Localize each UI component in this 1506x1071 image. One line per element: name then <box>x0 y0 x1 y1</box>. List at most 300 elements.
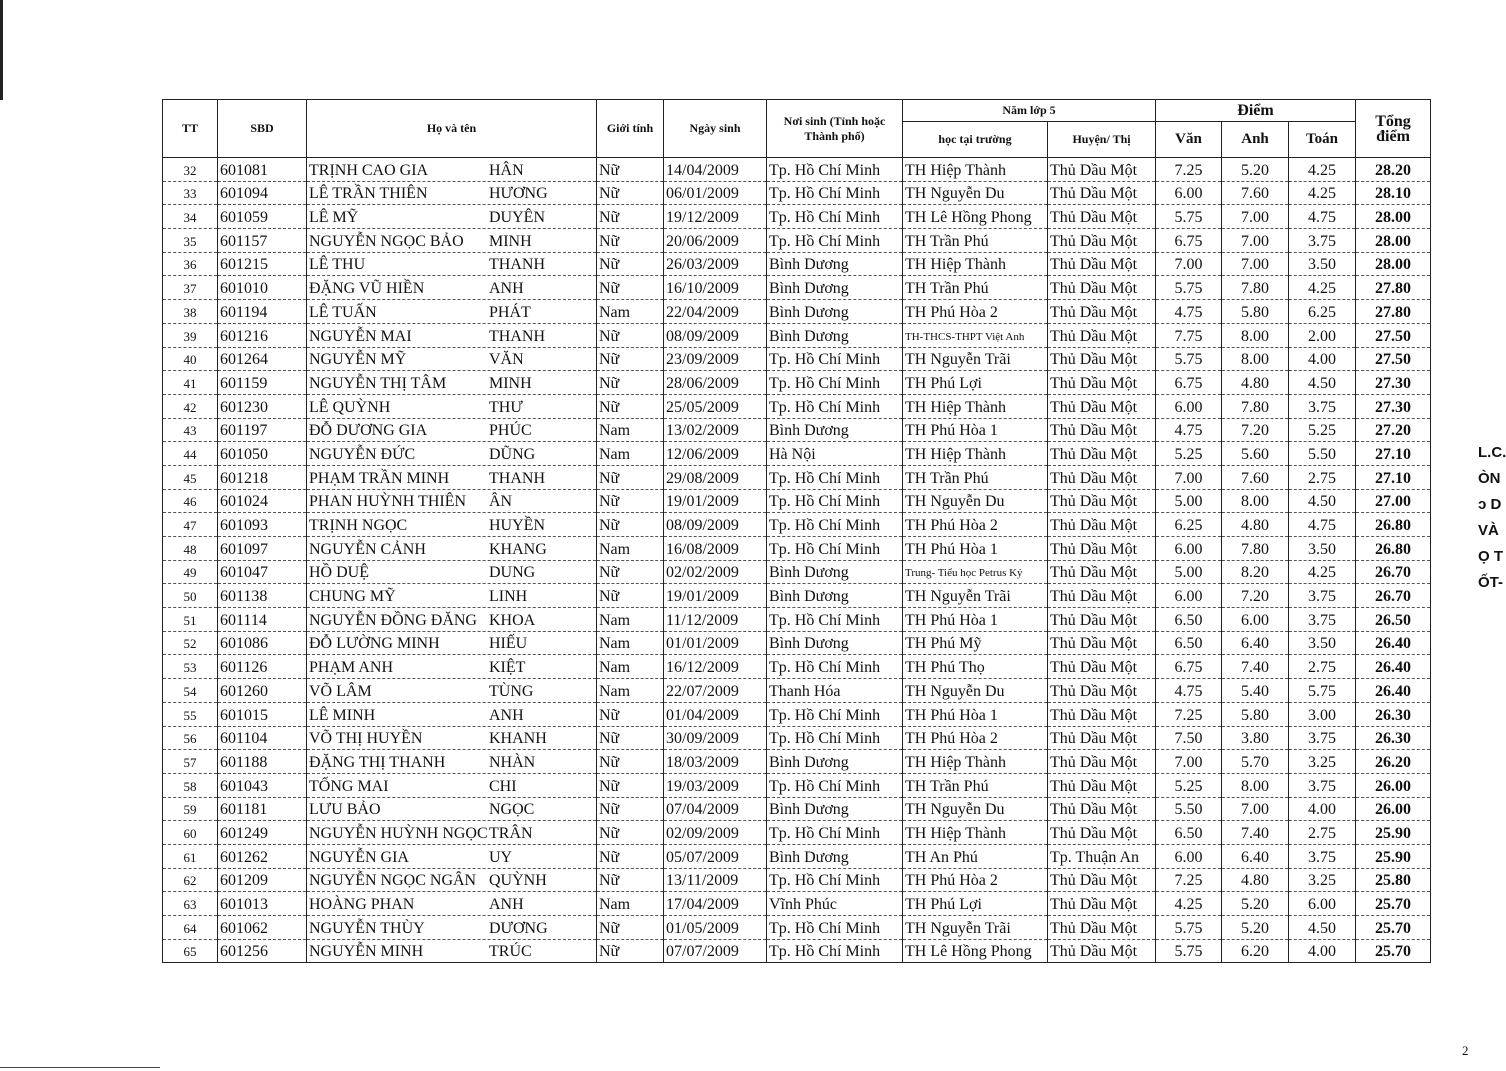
cell-dob: 29/08/2009 <box>664 465 767 489</box>
cell-name <box>307 939 597 963</box>
cell-van: 7.25 <box>1156 868 1222 892</box>
cell-total: 26.30 <box>1356 702 1431 726</box>
cell-name <box>307 655 597 679</box>
cell-sbd: 601062 <box>218 916 307 940</box>
cell-school: Trung- Tiểu học Petrus Ký <box>903 560 1048 584</box>
cell-birthplace: Tp. Hồ Chí Minh <box>767 868 903 892</box>
last-middle-name: TỐNG MAI <box>309 777 389 795</box>
cell-birthplace: Bình Dương <box>767 276 903 300</box>
cell-van: 6.00 <box>1156 537 1222 561</box>
margin-fragment: ÒN <box>1478 470 1501 487</box>
page-edge-mark <box>0 0 3 100</box>
cell-name <box>307 608 597 632</box>
margin-fragment: ɔ D <box>1478 496 1502 513</box>
cell-name <box>307 797 597 821</box>
cell-dob: 25/05/2009 <box>664 394 767 418</box>
given-name: THƯ <box>489 398 523 416</box>
cell-total: 27.10 <box>1356 442 1431 466</box>
cell-tt: 56 <box>163 726 218 750</box>
cell-van: 7.00 <box>1156 252 1222 276</box>
cell-school: TH Nguyễn Du <box>903 489 1048 513</box>
last-middle-name: CHUNG MỸ <box>309 588 396 606</box>
cell-district: Thủ Dầu Một <box>1048 465 1156 489</box>
cell-gender: Nữ <box>597 371 664 395</box>
cell-district: Thủ Dầu Một <box>1048 252 1156 276</box>
last-middle-name: HOÀNG PHAN <box>309 896 415 913</box>
cell-sbd: 601114 <box>218 608 307 632</box>
cell-total: 27.50 <box>1356 323 1431 347</box>
table-row <box>163 513 1431 537</box>
cell-district: Thủ Dầu Một <box>1048 300 1156 324</box>
given-name: LINH <box>489 588 528 606</box>
table-row <box>163 442 1431 466</box>
cell-district: Thủ Dầu Một <box>1048 347 1156 371</box>
cell-sbd: 601043 <box>218 773 307 797</box>
cell-birthplace: Tp. Hồ Chí Minh <box>767 229 903 253</box>
cell-district: Thủ Dầu Một <box>1048 276 1156 300</box>
given-name: NGỌC <box>489 801 535 819</box>
cell-toan: 4.25 <box>1289 276 1356 300</box>
given-name: CHI <box>489 777 517 795</box>
cell-school: TH Hiệp Thành <box>903 750 1048 774</box>
cell-van: 7.25 <box>1156 702 1222 726</box>
cell-van: 6.00 <box>1156 181 1222 205</box>
cell-school: TH Hiệp Thành <box>903 158 1048 182</box>
cell-total: 26.70 <box>1356 584 1431 608</box>
cell-school: TH Nguyễn Du <box>903 679 1048 703</box>
margin-fragment: Ọ T <box>1478 548 1503 565</box>
cell-school: TH Nguyễn Trãi <box>903 347 1048 371</box>
cell-dob: 14/04/2009 <box>664 158 767 182</box>
cell-van: 6.50 <box>1156 631 1222 655</box>
cell-name <box>307 394 597 418</box>
cell-name <box>307 252 597 276</box>
cell-tt: 44 <box>163 442 218 466</box>
table-row <box>163 750 1431 774</box>
cell-gender: Nam <box>597 892 664 916</box>
cell-dob: 08/09/2009 <box>664 513 767 537</box>
cell-toan: 3.50 <box>1289 631 1356 655</box>
cell-dob: 16/10/2009 <box>664 276 767 300</box>
last-middle-name: ĐẶNG VŨ HIỀN <box>309 280 425 298</box>
cell-district: Thủ Dầu Một <box>1048 158 1156 182</box>
given-name: TÙNG <box>489 682 534 700</box>
cell-birthplace: Tp. Hồ Chí Minh <box>767 465 903 489</box>
cell-toan: 5.25 <box>1289 418 1356 442</box>
cell-anh: 7.00 <box>1222 205 1289 229</box>
cell-toan: 4.25 <box>1289 560 1356 584</box>
cell-total: 25.70 <box>1356 916 1431 940</box>
cell-gender: Nữ <box>597 773 664 797</box>
cell-tt: 53 <box>163 655 218 679</box>
given-name: DUNG <box>489 564 536 582</box>
cell-gender: Nữ <box>597 276 664 300</box>
cell-toan: 2.00 <box>1289 323 1356 347</box>
cell-birthplace: Vĩnh Phúc <box>767 892 903 916</box>
right-margin-fragments <box>1478 440 1506 596</box>
cell-toan: 4.75 <box>1289 513 1356 537</box>
cell-total: 27.10 <box>1356 465 1431 489</box>
last-middle-name: VÕ THỊ HUYỀN <box>309 730 423 748</box>
given-name: TRÚC <box>489 943 532 961</box>
cell-sbd: 601104 <box>218 726 307 750</box>
table-row <box>163 608 1431 632</box>
table-row <box>163 773 1431 797</box>
cell-sbd: 601215 <box>218 252 307 276</box>
cell-gender: Nam <box>597 679 664 703</box>
table-row <box>163 537 1431 561</box>
cell-birthplace: Tp. Hồ Chí Minh <box>767 158 903 182</box>
cell-school: TH Lê Hồng Phong <box>903 939 1048 963</box>
cell-total: 25.90 <box>1356 821 1431 845</box>
header-school: học tại trường <box>903 122 1048 158</box>
cell-name <box>307 584 597 608</box>
cell-birthplace: Tp. Hồ Chí Minh <box>767 371 903 395</box>
table-row <box>163 394 1431 418</box>
cell-total: 26.40 <box>1356 679 1431 703</box>
cell-tt: 54 <box>163 679 218 703</box>
last-middle-name: ĐỖ LƯỜNG MINH <box>309 635 440 653</box>
cell-gender: Nữ <box>597 750 664 774</box>
cell-dob: 07/07/2009 <box>664 939 767 963</box>
cell-toan: 3.50 <box>1289 252 1356 276</box>
cell-name <box>307 537 597 561</box>
cell-name <box>307 513 597 537</box>
given-name: MINH <box>489 374 532 392</box>
cell-birthplace: Tp. Hồ Chí Minh <box>767 347 903 371</box>
bottom-rule <box>0 1067 160 1068</box>
cell-anh: 4.80 <box>1222 868 1289 892</box>
table-row <box>163 205 1431 229</box>
cell-school: TH Hiệp Thành <box>903 442 1048 466</box>
last-middle-name: ĐỖ DƯƠNG GIA <box>309 422 428 440</box>
cell-school: TH Phú Thọ <box>903 655 1048 679</box>
cell-van: 7.25 <box>1156 158 1222 182</box>
cell-birthplace: Tp. Hồ Chí Minh <box>767 726 903 750</box>
cell-school: TH Hiệp Thành <box>903 252 1048 276</box>
cell-van: 4.75 <box>1156 418 1222 442</box>
cell-school: TH Phú Lợi <box>903 371 1048 395</box>
cell-birthplace: Bình Dương <box>767 560 903 584</box>
cell-tt: 40 <box>163 347 218 371</box>
cell-anh: 6.40 <box>1222 844 1289 868</box>
table-row <box>163 892 1431 916</box>
cell-toan: 4.25 <box>1289 158 1356 182</box>
cell-van: 7.75 <box>1156 323 1222 347</box>
cell-district: Thủ Dầu Một <box>1048 323 1156 347</box>
last-middle-name: NGUYỄN THỊ TÂM <box>309 374 447 392</box>
cell-dob: 19/01/2009 <box>664 489 767 513</box>
table-row <box>163 181 1431 205</box>
cell-tt: 39 <box>163 323 218 347</box>
last-middle-name: TRỊNH CAO GIA <box>309 161 429 179</box>
cell-total: 25.70 <box>1356 939 1431 963</box>
cell-van: 5.25 <box>1156 773 1222 797</box>
cell-toan: 4.00 <box>1289 939 1356 963</box>
cell-van: 5.00 <box>1156 560 1222 584</box>
cell-dob: 11/12/2009 <box>664 608 767 632</box>
cell-dob: 19/03/2009 <box>664 773 767 797</box>
cell-gender: Nữ <box>597 394 664 418</box>
cell-birthplace: Bình Dương <box>767 797 903 821</box>
given-name: ANH <box>489 896 524 913</box>
given-name: DŨNG <box>489 445 536 463</box>
cell-tt: 62 <box>163 868 218 892</box>
table-row <box>163 323 1431 347</box>
table-row <box>163 229 1431 253</box>
cell-district: Thủ Dầu Một <box>1048 631 1156 655</box>
cell-total: 26.00 <box>1356 773 1431 797</box>
cell-sbd: 601094 <box>218 181 307 205</box>
last-middle-name: NGUYỄN MỸ <box>309 351 407 369</box>
given-name: MINH <box>489 232 532 250</box>
cell-tt: 49 <box>163 560 218 584</box>
cell-dob: 01/04/2009 <box>664 702 767 726</box>
cell-district: Thủ Dầu Một <box>1048 868 1156 892</box>
cell-van: 7.00 <box>1156 465 1222 489</box>
given-name: HÂN <box>489 161 524 179</box>
cell-gender: Nữ <box>597 702 664 726</box>
cell-name <box>307 892 597 916</box>
cell-birthplace: Tp. Hồ Chí Minh <box>767 773 903 797</box>
cell-name <box>307 489 597 513</box>
cell-gender: Nữ <box>597 916 664 940</box>
cell-sbd: 601047 <box>218 560 307 584</box>
cell-dob: 13/02/2009 <box>664 418 767 442</box>
cell-dob: 23/09/2009 <box>664 347 767 371</box>
cell-anh: 7.60 <box>1222 181 1289 205</box>
cell-birthplace: Tp. Hồ Chí Minh <box>767 702 903 726</box>
cell-name <box>307 868 597 892</box>
last-middle-name: NGUYỄN MAI <box>309 327 412 345</box>
cell-tt: 33 <box>163 181 218 205</box>
margin-fragment: L.C. <box>1478 444 1506 461</box>
cell-gender: Nữ <box>597 821 664 845</box>
cell-sbd: 601264 <box>218 347 307 371</box>
cell-total: 26.30 <box>1356 726 1431 750</box>
cell-gender: Nữ <box>597 323 664 347</box>
cell-sbd: 601050 <box>218 442 307 466</box>
cell-total: 28.00 <box>1356 252 1431 276</box>
last-middle-name: LÊ TRẦN THIÊN <box>309 185 428 203</box>
table-row <box>163 916 1431 940</box>
table-row <box>163 347 1431 371</box>
cell-gender: Nữ <box>597 229 664 253</box>
cell-district: Thủ Dầu Một <box>1048 679 1156 703</box>
cell-sbd: 601126 <box>218 655 307 679</box>
cell-school: TH Trần Phú <box>903 276 1048 300</box>
given-name: HIẾU <box>489 635 528 653</box>
cell-gender: Nam <box>597 418 664 442</box>
cell-birthplace: Tp. Hồ Chí Minh <box>767 655 903 679</box>
cell-toan: 4.50 <box>1289 489 1356 513</box>
cell-total: 27.30 <box>1356 371 1431 395</box>
last-middle-name: LÊ MINH <box>309 706 376 724</box>
cell-dob: 12/06/2009 <box>664 442 767 466</box>
table-row <box>163 939 1431 963</box>
cell-birthplace: Bình Dương <box>767 750 903 774</box>
cell-tt: 58 <box>163 773 218 797</box>
cell-van: 6.75 <box>1156 371 1222 395</box>
cell-total: 28.00 <box>1356 205 1431 229</box>
cell-van: 5.75 <box>1156 347 1222 371</box>
cell-anh: 8.00 <box>1222 773 1289 797</box>
cell-anh: 7.60 <box>1222 465 1289 489</box>
last-middle-name: NGUYỄN HUỲNH NGỌC <box>309 824 488 842</box>
cell-sbd: 601194 <box>218 300 307 324</box>
cell-dob: 18/03/2009 <box>664 750 767 774</box>
header-dob: Ngày sinh <box>664 100 767 158</box>
cell-sbd: 601097 <box>218 537 307 561</box>
cell-van: 5.75 <box>1156 205 1222 229</box>
cell-van: 4.75 <box>1156 679 1222 703</box>
cell-tt: 65 <box>163 939 218 963</box>
last-middle-name: PHẠM TRẦN MINH <box>309 469 450 487</box>
given-name: PHÚC <box>489 422 532 440</box>
cell-district: Thủ Dầu Một <box>1048 750 1156 774</box>
cell-van: 5.75 <box>1156 276 1222 300</box>
last-middle-name: NGUYỄN THÙY <box>309 919 425 937</box>
cell-van: 5.00 <box>1156 489 1222 513</box>
table-row <box>163 252 1431 276</box>
cell-anh: 5.70 <box>1222 750 1289 774</box>
cell-gender: Nữ <box>597 347 664 371</box>
cell-name <box>307 205 597 229</box>
cell-gender: Nữ <box>597 513 664 537</box>
given-name: KHANG <box>489 540 547 558</box>
cell-total: 27.20 <box>1356 418 1431 442</box>
cell-birthplace: Bình Dương <box>767 844 903 868</box>
cell-anh: 7.00 <box>1222 229 1289 253</box>
cell-sbd: 601093 <box>218 513 307 537</box>
table-row <box>163 655 1431 679</box>
cell-van: 6.50 <box>1156 608 1222 632</box>
cell-district: Thủ Dầu Một <box>1048 489 1156 513</box>
margin-fragment: VÀ <box>1478 522 1499 539</box>
cell-district: Thủ Dầu Một <box>1048 181 1156 205</box>
cell-school: TH Nguyễn Du <box>903 797 1048 821</box>
given-name: ANH <box>489 280 524 298</box>
cell-school: TH Phú Hòa 1 <box>903 537 1048 561</box>
cell-school: TH Phú Hòa 2 <box>903 513 1048 537</box>
cell-gender: Nữ <box>597 465 664 489</box>
last-middle-name: NGUYỄN MINH <box>309 943 424 961</box>
cell-district: Thủ Dầu Một <box>1048 442 1156 466</box>
cell-name <box>307 750 597 774</box>
last-middle-name: PHAN HUỲNH THIÊN <box>309 493 467 511</box>
cell-tt: 55 <box>163 702 218 726</box>
cell-dob: 20/06/2009 <box>664 229 767 253</box>
cell-sbd: 601209 <box>218 868 307 892</box>
cell-van: 5.75 <box>1156 916 1222 940</box>
cell-sbd: 601181 <box>218 797 307 821</box>
cell-district: Thủ Dầu Một <box>1048 537 1156 561</box>
cell-gender: Nam <box>597 300 664 324</box>
table-row <box>163 489 1431 513</box>
given-name: THANH <box>489 327 545 345</box>
cell-birthplace: Bình Dương <box>767 631 903 655</box>
cell-dob: 22/04/2009 <box>664 300 767 324</box>
cell-anh: 7.00 <box>1222 252 1289 276</box>
given-name: KHANH <box>489 730 547 748</box>
cell-name <box>307 631 597 655</box>
given-name: ANH <box>489 706 524 724</box>
cell-school: TH Lê Hồng Phong <box>903 205 1048 229</box>
cell-name <box>307 726 597 750</box>
cell-dob: 30/09/2009 <box>664 726 767 750</box>
cell-van: 6.50 <box>1156 821 1222 845</box>
given-name: TRÂN <box>489 824 533 842</box>
cell-van: 6.00 <box>1156 584 1222 608</box>
cell-sbd: 601216 <box>218 323 307 347</box>
table-row <box>163 726 1431 750</box>
given-name: UY <box>489 848 513 866</box>
cell-anh: 7.40 <box>1222 655 1289 679</box>
last-middle-name: LÊ MỸ <box>309 209 359 227</box>
cell-birthplace: Thanh Hóa <box>767 679 903 703</box>
cell-dob: 02/02/2009 <box>664 560 767 584</box>
cell-school: TH Hiệp Thành <box>903 821 1048 845</box>
cell-district: Thủ Dầu Một <box>1048 608 1156 632</box>
score-table <box>162 99 1431 963</box>
cell-district: Thủ Dầu Một <box>1048 584 1156 608</box>
cell-district: Thủ Dầu Một <box>1048 560 1156 584</box>
last-middle-name: LƯU BẢO <box>309 801 381 819</box>
cell-district: Thủ Dầu Một <box>1048 418 1156 442</box>
cell-district: Thủ Dầu Một <box>1048 821 1156 845</box>
cell-name <box>307 371 597 395</box>
given-name: KHOA <box>489 611 536 629</box>
cell-gender: Nữ <box>597 868 664 892</box>
cell-gender: Nam <box>597 631 664 655</box>
cell-school: TH Phú Mỹ <box>903 631 1048 655</box>
table-row <box>163 844 1431 868</box>
cell-gender: Nam <box>597 537 664 561</box>
cell-district: Thủ Dầu Một <box>1048 726 1156 750</box>
header-name: Họ và tên <box>307 100 597 158</box>
cell-anh: 7.00 <box>1222 797 1289 821</box>
cell-anh: 5.60 <box>1222 442 1289 466</box>
cell-van: 5.75 <box>1156 939 1222 963</box>
last-middle-name: LÊ QUỲNH <box>309 398 391 416</box>
cell-sbd: 601157 <box>218 229 307 253</box>
margin-fragment: ỐT- <box>1478 574 1503 591</box>
header-grade5-group: Năm lớp 5 <box>903 100 1156 122</box>
cell-tt: 60 <box>163 821 218 845</box>
cell-toan: 4.75 <box>1289 205 1356 229</box>
cell-sbd: 601260 <box>218 679 307 703</box>
table-header <box>163 100 1431 158</box>
cell-total: 26.00 <box>1356 797 1431 821</box>
cell-anh: 6.00 <box>1222 608 1289 632</box>
cell-birthplace: Tp. Hồ Chí Minh <box>767 513 903 537</box>
cell-anh: 8.00 <box>1222 347 1289 371</box>
cell-dob: 17/04/2009 <box>664 892 767 916</box>
cell-birthplace: Tp. Hồ Chí Minh <box>767 394 903 418</box>
given-name: NHÀN <box>489 753 536 771</box>
last-middle-name: NGUYỄN CẢNH <box>309 540 426 558</box>
last-middle-name: ĐẶNG THỊ THANH <box>309 753 446 771</box>
cell-tt: 34 <box>163 205 218 229</box>
cell-toan: 3.25 <box>1289 750 1356 774</box>
cell-sbd: 601010 <box>218 276 307 300</box>
cell-total: 28.20 <box>1356 158 1431 182</box>
cell-anh: 8.20 <box>1222 560 1289 584</box>
cell-van: 6.25 <box>1156 513 1222 537</box>
cell-birthplace: Tp. Hồ Chí Minh <box>767 939 903 963</box>
last-middle-name: NGUYỄN GIA <box>309 848 409 866</box>
cell-name <box>307 181 597 205</box>
